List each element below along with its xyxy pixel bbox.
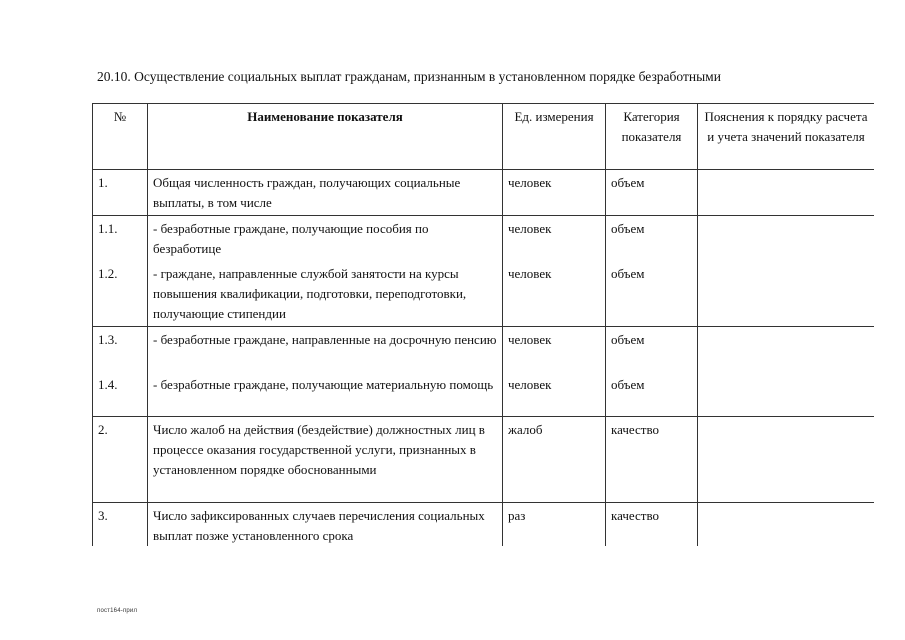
header-category: Категория показателя — [606, 104, 698, 170]
table-row — [93, 261, 875, 327]
row-indicator-name: Общая численность граждан, получающих социальные выплаты, в том числе — [148, 170, 503, 216]
row-number: 2. — [93, 417, 148, 503]
table-row — [93, 327, 875, 372]
row-notes — [698, 503, 875, 547]
row-indicator-name: - граждане, направленные службой занятости на курсы повышения квалификации, подготовки, переподготовки, получающие стипендии — [148, 261, 503, 327]
row-notes — [698, 372, 875, 417]
footer-file-reference: пост164-прил — [97, 608, 138, 614]
row-indicator-name: Число жалоб на действия (бездействие) должностных лиц в процессе оказания государственной услуги, признанных в установленном порядке обоснованными — [148, 417, 503, 503]
table-header-row — [93, 104, 875, 170]
row-unit: человек — [503, 261, 606, 327]
row-category: качество — [606, 417, 698, 503]
indicators-table-container — [92, 103, 874, 546]
row-category: объем — [606, 216, 698, 262]
row-notes — [698, 170, 875, 216]
row-unit: человек — [503, 170, 606, 216]
row-notes — [698, 261, 875, 327]
header-notes: Пояснения к порядку расчета и учета значений показателя — [698, 104, 875, 170]
header-number: № — [93, 104, 148, 170]
row-unit: жалоб — [503, 417, 606, 503]
row-category: качество — [606, 503, 698, 547]
row-category: объем — [606, 170, 698, 216]
row-indicator-name: - безработные граждане, направленные на досрочную пенсию — [148, 327, 503, 372]
row-indicator-name: - безработные граждане, получающие пособия по безработице — [148, 216, 503, 262]
row-category: объем — [606, 327, 698, 372]
header-indicator-name: Наименование показателя — [148, 104, 503, 170]
row-number: 1.3. — [93, 327, 148, 372]
row-number: 1.4. — [93, 372, 148, 417]
row-category: объем — [606, 372, 698, 417]
table-row — [93, 216, 875, 262]
table-row — [93, 503, 875, 547]
header-unit: Ед. измерения — [503, 104, 606, 170]
row-category: объем — [606, 261, 698, 327]
row-unit: человек — [503, 216, 606, 262]
row-unit: человек — [503, 327, 606, 372]
indicators-table — [92, 103, 874, 546]
row-number: 1.2. — [93, 261, 148, 327]
row-notes — [698, 417, 875, 503]
table-row — [93, 372, 875, 417]
row-indicator-name: Число зафиксированных случаев перечисления социальных выплат позже установленного срока — [148, 503, 503, 547]
row-number: 3. — [93, 503, 148, 547]
row-number: 1.1. — [93, 216, 148, 262]
table-row — [93, 417, 875, 503]
row-notes — [698, 216, 875, 262]
row-notes — [698, 327, 875, 372]
table-row — [93, 170, 875, 216]
section-heading: 20.10. Осуществление социальных выплат гражданам, признанным в установленном порядке безработными — [97, 69, 721, 84]
row-unit: человек — [503, 372, 606, 417]
row-number: 1. — [93, 170, 148, 216]
row-unit: раз — [503, 503, 606, 547]
row-indicator-name: - безработные граждане, получающие материальную помощь — [148, 372, 503, 417]
